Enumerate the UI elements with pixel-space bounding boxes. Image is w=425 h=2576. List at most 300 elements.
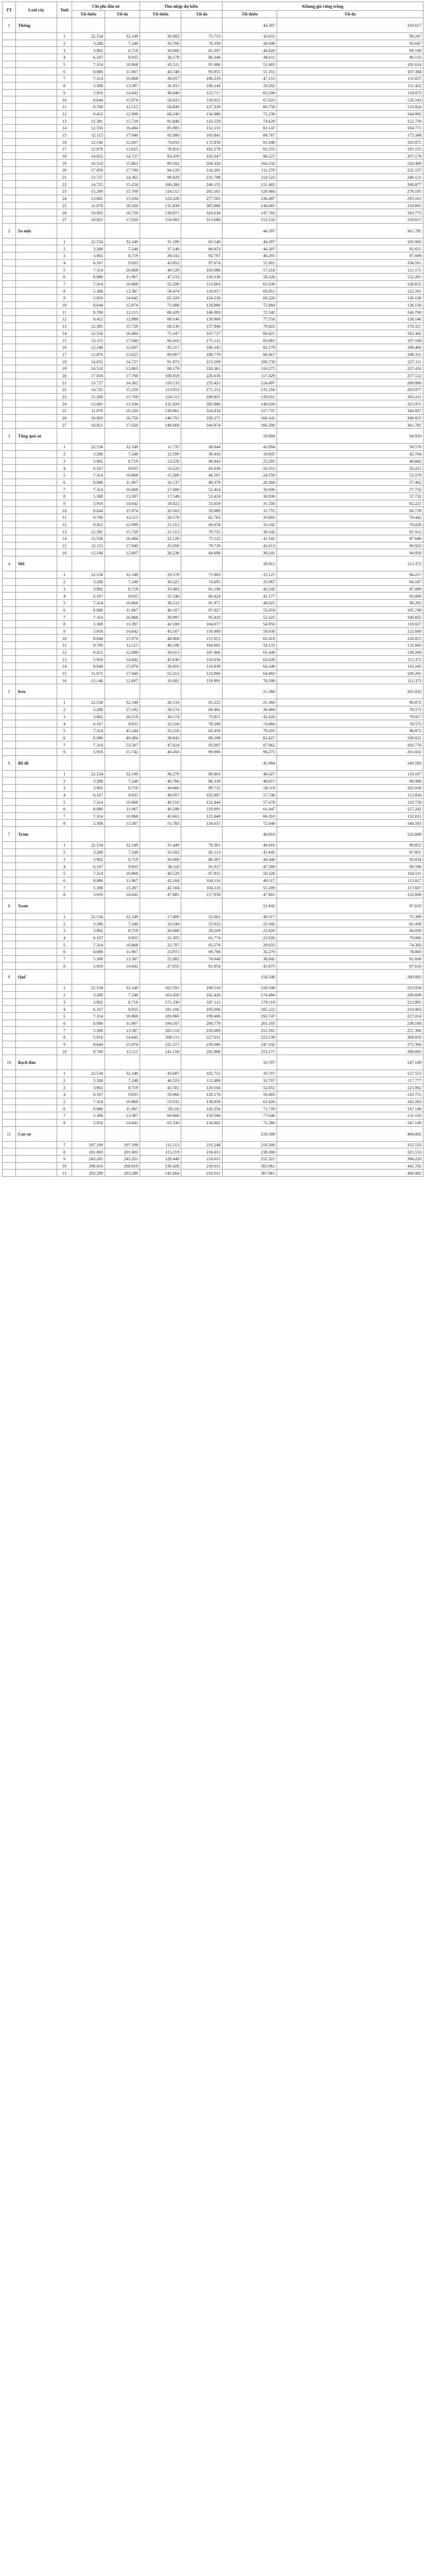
row-range-max: 62.439 xyxy=(277,920,423,927)
row-income-max: 106.144 xyxy=(181,82,223,89)
row-cost-min: 8.086 xyxy=(72,68,105,75)
row-range-max: 128.651 xyxy=(277,280,423,287)
row-cost-max: 197.199 xyxy=(105,1141,140,1148)
row-tt xyxy=(3,465,16,472)
group-range-max: 94.929 xyxy=(277,429,423,444)
row-species xyxy=(16,1148,57,1156)
group-cost-min xyxy=(72,556,105,571)
row-range-min: 148.020 xyxy=(223,400,277,408)
row-range-max: 42.704 xyxy=(277,450,423,457)
row-income-max: 134.980 xyxy=(181,110,223,117)
row-age: 8 xyxy=(57,820,72,827)
row-range-max: 303.211 xyxy=(277,393,423,400)
group-range-min: 21.942 xyxy=(223,898,277,913)
table-row xyxy=(3,1027,423,1034)
row-age: 10 xyxy=(57,96,72,104)
row-income-min: 43.501 xyxy=(140,1084,181,1091)
group-row xyxy=(3,684,423,699)
row-range-max: 321.971 xyxy=(277,400,423,408)
table-row xyxy=(3,514,423,521)
row-range-max: 122.609 xyxy=(277,891,423,898)
row-income-max: 49.376 xyxy=(181,479,223,486)
row-income-max: 157.946 xyxy=(181,323,223,330)
row-cost-min: 17.050 xyxy=(72,372,105,379)
row-range-min: 33.002 xyxy=(223,514,277,521)
group-range-min: 39.812 xyxy=(223,556,277,571)
row-income-min: 38.110 xyxy=(140,863,181,870)
row-cost-min: 3.902 xyxy=(72,1084,105,1091)
table-row xyxy=(3,301,423,309)
table-row xyxy=(3,1070,423,1077)
table-row xyxy=(3,259,423,266)
row-cost-max: 17.040 xyxy=(105,131,140,139)
row-species xyxy=(16,337,57,344)
row-age: 15 xyxy=(57,337,72,344)
row-range-max: 276.195 xyxy=(277,188,423,195)
row-cost-min: 11.975 xyxy=(72,670,105,677)
row-range-min: 131.256 xyxy=(223,386,277,394)
group-income-min xyxy=(140,223,181,238)
table-row xyxy=(3,1112,423,1120)
row-age: 5 xyxy=(57,599,72,606)
row-range-max: 81.012 xyxy=(277,528,423,535)
row-cost-min: 8.086 xyxy=(72,1105,105,1112)
row-cost-min: 12.876 xyxy=(72,351,105,358)
table-row xyxy=(3,877,423,884)
row-income-min: 68.240 xyxy=(140,110,181,117)
row-cost-max: 16.750 xyxy=(105,414,140,421)
table-row xyxy=(3,330,423,337)
row-cost-min: 16.510 xyxy=(72,160,105,167)
row-range-min: 74.869 xyxy=(223,720,277,727)
table-row xyxy=(3,1012,423,1020)
row-tt xyxy=(3,117,16,125)
row-income-max: 73.713 xyxy=(181,33,223,40)
row-income-max: 271.212 xyxy=(181,386,223,394)
row-age: 1 xyxy=(57,985,72,992)
row-income-min: 38.841 xyxy=(140,734,181,741)
row-cost-max: 32.149 xyxy=(105,444,140,451)
row-range-max: 127.553 xyxy=(277,1070,423,1077)
row-age: 8 xyxy=(57,891,72,898)
row-range-min: 43.894 xyxy=(223,444,277,451)
row-age: 2 xyxy=(57,991,72,998)
row-cost-min: 3.288 xyxy=(72,991,105,998)
row-age: 4 xyxy=(57,465,72,472)
row-range-min: 21.360 xyxy=(223,699,277,706)
row-species xyxy=(16,1084,57,1091)
row-species xyxy=(16,323,57,330)
table-row xyxy=(3,585,423,592)
row-range-max: 144.992 xyxy=(277,110,423,117)
row-range-min: 83.081 xyxy=(223,337,277,344)
group-age xyxy=(57,970,72,985)
row-tt xyxy=(3,812,16,820)
row-range-min: 41.675 xyxy=(223,962,277,970)
row-cost-max: 14.642 xyxy=(105,891,140,898)
row-income-max: 52.424 xyxy=(181,486,223,493)
group-cost-min xyxy=(72,223,105,238)
row-cost-min: 22.534 xyxy=(72,913,105,920)
row-cost-min: 5.916 xyxy=(72,1119,105,1126)
row-species xyxy=(16,578,57,585)
row-species xyxy=(16,414,57,421)
row-range-max: 219.903 xyxy=(277,1006,423,1013)
row-range-max: 104.161 xyxy=(277,259,423,266)
row-age: 7 xyxy=(57,1112,72,1120)
table-row xyxy=(3,160,423,167)
row-range-max: 110.243 xyxy=(277,663,423,670)
group-cost-min xyxy=(72,1126,105,1141)
row-income-min: 13.526 xyxy=(140,457,181,465)
table-row xyxy=(3,266,423,274)
row-range-min: 72.884 xyxy=(223,301,277,309)
table-row xyxy=(3,741,423,749)
row-range-max: 93.034 xyxy=(277,856,423,863)
row-income-max: 102.751 xyxy=(181,1070,223,1077)
row-tt xyxy=(3,870,16,877)
row-tt xyxy=(3,535,16,543)
row-income-min: 194.107 xyxy=(140,1020,181,1027)
row-income-max: 78.396 xyxy=(181,720,223,727)
row-income-min: 56.023 xyxy=(140,96,181,104)
row-age: 7 xyxy=(57,1027,72,1034)
row-income-max: 305.886 xyxy=(181,400,223,408)
row-range-min: 79.823 xyxy=(223,323,277,330)
row-range-min: 72.049 xyxy=(223,820,277,827)
row-tt xyxy=(3,863,16,870)
row-cost-min: 243.201 xyxy=(72,1155,105,1162)
row-income-min: 30.174 xyxy=(140,713,181,720)
row-age: 1 xyxy=(57,571,72,579)
row-range-max: 118.167 xyxy=(277,770,423,777)
row-cost-min: 197.199 xyxy=(72,1141,105,1148)
table-row xyxy=(3,316,423,323)
row-range-max: 147.149 xyxy=(277,1105,423,1112)
row-cost-max: 10.868 xyxy=(105,870,140,877)
row-cost-min: 6.167 xyxy=(72,720,105,727)
group-range-min: 40.810 xyxy=(223,827,277,842)
row-tt xyxy=(3,1077,16,1084)
row-range-max: 90.923 xyxy=(277,542,423,549)
row-age: 7 xyxy=(57,812,72,820)
row-income-min: 43.607 xyxy=(140,1070,181,1077)
table-row xyxy=(3,706,423,713)
row-range-min: 31.550 xyxy=(223,500,277,507)
row-age: 1 xyxy=(57,842,72,849)
row-species xyxy=(16,181,57,188)
row-tt xyxy=(3,720,16,727)
row-species xyxy=(16,465,57,472)
row-range-max: 136.136 xyxy=(277,301,423,309)
row-range-max: 340.837 xyxy=(277,408,423,415)
row-tt xyxy=(3,75,16,82)
row-income-max: 104.601 xyxy=(181,642,223,649)
row-range-min: 21.942 xyxy=(223,920,277,927)
row-tt xyxy=(3,124,16,131)
row-cost-min: 7.314 xyxy=(72,870,105,877)
group-age xyxy=(57,18,72,33)
group-name: Quế xyxy=(16,970,57,985)
row-age: 6 xyxy=(57,68,72,75)
group-name: Bồ đề xyxy=(16,755,57,770)
row-age: 26 xyxy=(57,209,72,216)
row-range-min: 63.290 xyxy=(223,89,277,96)
row-species xyxy=(16,549,57,556)
row-species xyxy=(16,493,57,500)
row-tt xyxy=(3,785,16,792)
row-age: 4 xyxy=(57,592,72,600)
row-tt xyxy=(3,606,16,614)
row-income-max: 216.011 xyxy=(181,1162,223,1170)
row-range-min: 110.275 xyxy=(223,365,277,372)
row-income-max: 110.036 xyxy=(181,656,223,663)
row-income-min: 92.080 xyxy=(140,131,181,139)
row-cost-max: 12.115 xyxy=(105,1048,140,1055)
row-cost-max: 14.642 xyxy=(105,89,140,96)
row-tt xyxy=(3,450,16,457)
row-tt xyxy=(3,1170,16,1177)
header-tt: TT xyxy=(3,2,16,18)
table-row xyxy=(3,1020,423,1027)
row-range-min: 223.139 xyxy=(223,1033,277,1041)
row-income-min: 21.305 xyxy=(140,934,181,941)
row-age: 13 xyxy=(57,323,72,330)
row-income-min: 38.174 xyxy=(140,706,181,713)
row-range-max: 269.810 xyxy=(277,1033,423,1041)
row-cost-max: 15.769 xyxy=(105,393,140,400)
group-range-min: 33.707 xyxy=(223,1055,277,1070)
row-range-min: 52.474 xyxy=(223,606,277,614)
row-range-min: 48.427 xyxy=(223,770,277,777)
row-income-min: 60.908 xyxy=(140,1112,181,1120)
row-cost-min: 3.902 xyxy=(72,713,105,720)
row-age: 4 xyxy=(57,1006,72,1013)
row-species xyxy=(16,40,57,47)
row-range-min: 76.590 xyxy=(223,677,277,684)
table-row xyxy=(3,806,423,813)
row-species xyxy=(16,528,57,535)
row-range-min: 61.447 xyxy=(223,806,277,813)
row-income-min: 21.513 xyxy=(140,528,181,535)
row-cost-min: 15.200 xyxy=(72,393,105,400)
row-tt xyxy=(3,379,16,386)
row-cost-min: 7.314 xyxy=(72,61,105,68)
row-income-min: 113.953 xyxy=(140,386,181,394)
row-cost-max: 14.727 xyxy=(105,152,140,160)
row-income-min: 30.221 xyxy=(140,578,181,585)
row-species xyxy=(16,471,57,479)
group-range-min: 21.360 xyxy=(223,684,277,699)
table-row xyxy=(3,663,423,670)
row-cost-max: 16.484 xyxy=(105,330,140,337)
row-tt xyxy=(3,628,16,635)
table-row xyxy=(3,842,423,849)
row-cost-max: 8.719 xyxy=(105,457,140,465)
row-tt xyxy=(3,1162,16,1170)
row-tt xyxy=(3,47,16,54)
row-income-min: 68.140 xyxy=(140,316,181,323)
row-age: 6 xyxy=(57,948,72,956)
row-income-max: 83.140 xyxy=(181,238,223,245)
row-age: 3 xyxy=(57,785,72,792)
row-cost-max: 12.607 xyxy=(105,549,140,556)
row-tt xyxy=(3,238,16,245)
group-name: Tràm xyxy=(16,827,57,842)
header-range-min: Tối thiểu xyxy=(223,11,277,18)
row-species xyxy=(16,635,57,642)
row-species xyxy=(16,82,57,89)
row-species xyxy=(16,770,57,777)
row-age: 8 xyxy=(57,493,72,500)
row-cost-min: 3.288 xyxy=(72,706,105,713)
row-species xyxy=(16,167,57,174)
row-income-max: 73.951 xyxy=(181,713,223,720)
row-income-max: 55.023 xyxy=(181,920,223,927)
row-species xyxy=(16,486,57,493)
row-cost-min: 8.086 xyxy=(72,877,105,884)
group-age xyxy=(57,1126,72,1141)
row-range-min: 54.950 xyxy=(223,620,277,628)
row-cost-max: 7.248 xyxy=(105,991,140,998)
table-row xyxy=(3,379,423,386)
row-cost-max: 16.320 xyxy=(105,202,140,209)
row-income-max: 71.983 xyxy=(181,571,223,579)
table-row xyxy=(3,1155,423,1162)
row-cost-max: 11.967 xyxy=(105,606,140,614)
row-range-min: 42.620 xyxy=(223,713,277,720)
group-name: Cao su xyxy=(16,1126,57,1141)
row-tt xyxy=(3,849,16,856)
row-income-max: 104.116 xyxy=(181,877,223,884)
row-tt xyxy=(3,1091,16,1098)
row-income-max: 65.579 xyxy=(181,941,223,948)
group-cost-min xyxy=(72,684,105,699)
table-row xyxy=(3,614,423,621)
row-cost-min: 3.288 xyxy=(72,920,105,927)
row-cost-max: 8.719 xyxy=(105,585,140,592)
row-range-max: 310.773 xyxy=(277,209,423,216)
row-income-max: 55.659 xyxy=(181,500,223,507)
row-age: 23 xyxy=(57,393,72,400)
row-tt xyxy=(3,131,16,139)
group-row xyxy=(3,898,423,913)
group-age xyxy=(57,556,72,571)
row-cost-max: 12.115 xyxy=(105,642,140,649)
row-cost-max: 8.719 xyxy=(105,856,140,863)
row-species xyxy=(16,699,57,706)
row-income-max: 86.953 xyxy=(181,245,223,252)
row-income-min: 68.136 xyxy=(140,323,181,330)
table-row xyxy=(3,146,423,153)
row-cost-min: 11.970 xyxy=(72,408,105,415)
row-species xyxy=(16,656,57,663)
row-income-max: 83.459 xyxy=(181,727,223,734)
row-income-min: 43.107 xyxy=(140,628,181,635)
row-cost-max: 7.248 xyxy=(105,40,140,47)
header-cost: Chi phí đầu tư xyxy=(72,2,140,11)
row-tt xyxy=(3,578,16,585)
row-age: 3 xyxy=(57,1084,72,1091)
row-cost-max: 9.835 xyxy=(105,1006,140,1013)
row-income-min: 205.110 xyxy=(140,1027,181,1034)
row-range-min: 104.232 xyxy=(223,160,277,167)
row-cost-min: 5.308 xyxy=(72,820,105,827)
row-income-min: 36.810 xyxy=(140,663,181,670)
row-range-max: 46.842 xyxy=(277,457,423,465)
row-species xyxy=(16,941,57,948)
row-range-max: 232.537 xyxy=(277,167,423,174)
row-range-min: 40.810 xyxy=(223,842,277,849)
row-tt xyxy=(3,713,16,720)
row-species xyxy=(16,614,57,621)
row-income-max: 75.122 xyxy=(181,535,223,543)
row-cost-max: 14.642 xyxy=(105,1033,140,1041)
row-species xyxy=(16,245,57,252)
row-cost-max: 17.760 xyxy=(105,372,140,379)
row-cost-max: 9.835 xyxy=(105,863,140,870)
row-cost-min: 3.288 xyxy=(72,849,105,856)
group-income-max xyxy=(181,18,223,33)
row-tt xyxy=(3,842,16,849)
row-cost-min: 8.644 xyxy=(72,507,105,514)
row-cost-min: 13.727 xyxy=(72,174,105,181)
row-species xyxy=(16,68,57,75)
row-cost-max: 13.387 xyxy=(105,287,140,295)
table-row xyxy=(3,358,423,365)
row-age: 21 xyxy=(57,174,72,181)
row-range-min: 49.517 xyxy=(223,913,277,920)
row-cost-min: 9.412 xyxy=(72,521,105,528)
row-income-max: 123.906 xyxy=(181,670,223,677)
row-range-min: 33.707 xyxy=(223,1070,277,1077)
row-cost-max: 14.642 xyxy=(105,656,140,663)
row-income-max: 336.271 xyxy=(181,414,223,421)
row-range-min: 52.051 xyxy=(223,1084,277,1091)
row-species xyxy=(16,649,57,656)
row-age: 3 xyxy=(57,457,72,465)
row-range-max: 293.161 xyxy=(277,195,423,202)
row-tt xyxy=(3,252,16,259)
group-cost-max xyxy=(105,970,140,985)
row-range-min: 64.883 xyxy=(223,670,277,677)
row-cost-max: 13.625 xyxy=(105,146,140,153)
row-tt xyxy=(3,1141,16,1148)
row-cost-min: 22.534 xyxy=(72,571,105,579)
row-species xyxy=(16,706,57,713)
row-tt xyxy=(3,934,16,941)
row-tt xyxy=(3,727,16,734)
row-age: 1 xyxy=(57,444,72,451)
row-tt xyxy=(3,1119,16,1126)
row-cost-max: 12.989 xyxy=(105,649,140,656)
row-age: 2 xyxy=(57,40,72,47)
row-range-max: 112.372 xyxy=(277,677,423,684)
row-range-max: 111.422 xyxy=(277,82,423,89)
row-tt xyxy=(3,174,16,181)
table-row xyxy=(3,152,423,160)
row-range-max: 78.573 xyxy=(277,720,423,727)
row-cost-max: 32.149 xyxy=(105,913,140,920)
table-row xyxy=(3,748,423,755)
row-age: 6 xyxy=(57,734,72,741)
table-row xyxy=(3,167,423,174)
row-income-min: 106.200 xyxy=(140,181,181,188)
row-range-min: 41.845 xyxy=(223,849,277,856)
group-age xyxy=(57,684,72,699)
row-cost-min: 16.510 xyxy=(72,365,105,372)
row-income-min: 49.957 xyxy=(140,791,181,799)
